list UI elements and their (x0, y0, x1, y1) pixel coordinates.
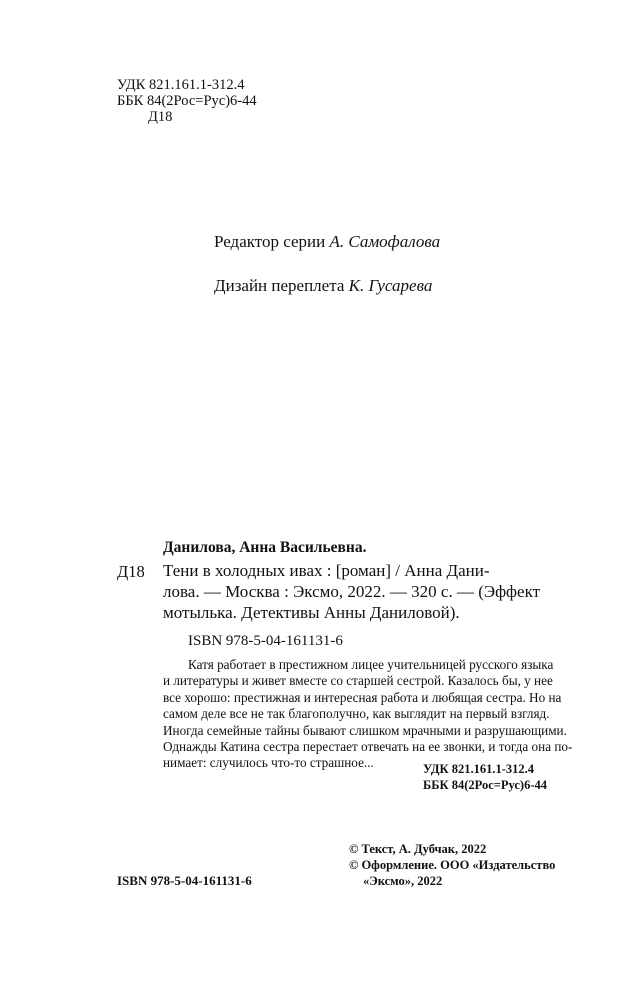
book-annotation (163, 657, 573, 772)
catalog-udk-code: УДК 821.161.1-312.4 (423, 762, 534, 776)
annotation-line: и литературы и живет вместе со старшей сестрой. Казалось бы, у нее (163, 673, 553, 689)
top-udk-code: УДК 821.161.1-312.4 (117, 77, 245, 93)
series-editor-name: А. Самофалова (329, 232, 441, 251)
cover-design-label: Дизайн переплета (214, 276, 345, 295)
catalog-author: Данилова, Анна Васильевна. (163, 539, 367, 556)
bibliographic-line: лова. — Москва : Эксмо, 2022. — 320 с. — (Эффект (163, 582, 541, 601)
copyright-text-line: © Текст, А. Дубчак, 2022 (349, 842, 487, 856)
series-editor-credit (214, 232, 440, 252)
bibliographic-line: Тени в холодных ивах : [роман] / Анна Дани- (163, 561, 490, 580)
top-bbk-code: ББК 84(2Рос=Рус)6-44 (117, 93, 257, 109)
top-cutter-code: Д18 (148, 109, 173, 125)
bibliographic-line: мотылька. Детективы Анны Даниловой). (163, 603, 460, 622)
series-editor-label: Редактор серии (214, 232, 326, 251)
annotation-line: Однажды Катина сестра перестает отвечать на ее звонки, и тогда она по- (163, 739, 573, 755)
annotation-line: самом деле все не так благополучно, как выглядит на первый взгляд. (163, 706, 550, 722)
annotation-line: все хорошо: престижная и интересная работа и любящая сестра. Но на (163, 689, 562, 705)
annotation-line: Иногда семейные тайны бывают слишком мрачными и разрушающими. (163, 722, 567, 738)
catalog-cutter-code: Д18 (117, 562, 145, 581)
annotation-line: нимает: случилось что-то страшное... (163, 755, 374, 771)
cover-design-credit (214, 276, 432, 296)
catalog-classification-codes (423, 761, 547, 793)
top-classification-codes (117, 77, 257, 125)
bottom-isbn: ISBN 978-5-04-161131-6 (117, 873, 252, 888)
copyright-design-line: © Оформление. ООО «Издательство (349, 858, 556, 872)
annotation-line: Катя работает в престижном лицее учительницей русского языка (188, 657, 554, 672)
catalog-bbk-code: ББК 84(2Рос=Рус)6-44 (423, 778, 547, 792)
cover-design-name: К. Гусарева (348, 276, 433, 295)
copyright-notice (349, 841, 555, 889)
catalog-isbn: ISBN 978-5-04-161131-6 (188, 633, 343, 649)
copyright-design-line-continued: «Эксмо», 2022 (363, 874, 443, 888)
bibliographic-description (163, 560, 547, 623)
